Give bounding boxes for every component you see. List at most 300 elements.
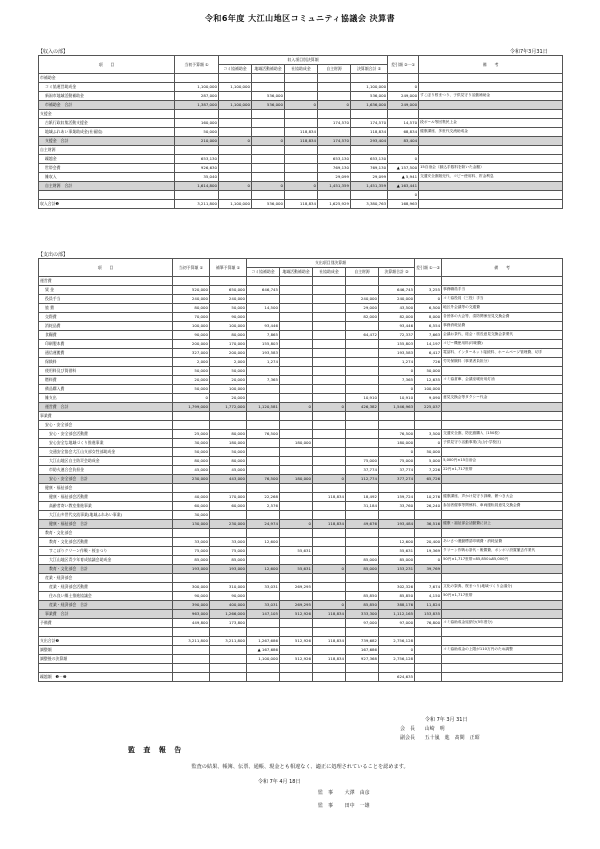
cell-c3 <box>313 628 346 637</box>
cell-item: 支出合計❷ <box>39 637 173 646</box>
cell-c2: 55,631 <box>280 565 313 574</box>
cell-c1 <box>247 628 280 637</box>
cell-result: 193,484 <box>379 520 415 529</box>
cell-c4 <box>346 448 379 457</box>
table-row <box>39 191 563 200</box>
cell-c3 <box>313 286 346 295</box>
cell-c3 <box>285 173 318 182</box>
cell-item: 教育・文化部会 合計 <box>39 565 173 574</box>
cell-c4: 1,451,359 <box>318 182 351 191</box>
cell-c4 <box>346 439 379 448</box>
cell-c3 <box>313 538 346 547</box>
cell-budget: 926,630 <box>175 164 219 173</box>
cell-rev <box>210 277 247 286</box>
cell-c2 <box>280 385 313 394</box>
cell-c4 <box>346 421 379 430</box>
cell-budget: 130,000 <box>173 520 210 529</box>
cell-result <box>351 191 388 200</box>
expense-header-note: 備 考 <box>442 259 563 277</box>
cell-result: 293,404 <box>351 137 388 146</box>
cell-note <box>442 277 563 286</box>
cell-result: 377,274 <box>379 475 415 484</box>
cell-item: 繰越額 ❶－❷ <box>39 673 173 682</box>
cell-note <box>442 655 563 664</box>
cell-c3 <box>313 358 346 367</box>
cell-note: すこぼり桜まつり、子供見守り活動補助金 <box>419 92 563 101</box>
cell-budget: 45,000 <box>173 466 210 475</box>
cell-c2 <box>280 484 313 493</box>
cell-c1: 1,100,000 <box>219 200 252 209</box>
cell-diff: 14,197 <box>415 340 442 349</box>
cell-budget: 653,130 <box>175 155 219 164</box>
cell-c3: 118,834 <box>285 137 318 146</box>
cell-c4: 426,382 <box>346 403 379 412</box>
audit-date: 令和 7年 4月 18日 <box>258 779 301 785</box>
cell-item: 大江山多世代交流事業(地域ふれあい事業) <box>39 511 173 520</box>
cell-c4 <box>346 511 379 520</box>
cell-diff <box>415 646 442 655</box>
cell-rev: 33,000 <box>210 538 247 547</box>
cell-item: 健康・福祉部会 <box>39 484 173 493</box>
cell-budget <box>173 628 210 637</box>
cell-c2 <box>280 277 313 286</box>
cell-c4 <box>318 146 351 155</box>
cell-c3 <box>313 574 346 583</box>
cell-c2 <box>280 664 313 673</box>
cell-item: 新潟市地域活動補助金 <box>39 92 175 101</box>
cell-result: 72,337 <box>379 331 415 340</box>
cell-item: 交通安全協会大江山支部女性部助成金 <box>39 448 173 457</box>
cell-diff: 4,150 <box>415 592 442 601</box>
cell-c1: 155,803 <box>247 340 280 349</box>
cell-result: 33,760 <box>379 502 415 511</box>
cell-c4: 739,682 <box>346 637 379 646</box>
income-header-diff: 差引額 ②－① <box>388 56 419 74</box>
cell-diff: 68,834 <box>388 128 419 137</box>
table-row <box>39 164 563 173</box>
cell-rev: 1,266,000 <box>210 610 247 619</box>
cell-diff: 0 <box>415 295 442 304</box>
cell-c2: 536,000 <box>252 92 285 101</box>
cell-diff: 0 <box>415 556 442 565</box>
cell-result: 0 <box>379 385 415 394</box>
cell-c4 <box>318 83 351 92</box>
cell-c2: 0 <box>252 182 285 191</box>
cell-item: 支援金 合計 <box>39 137 175 146</box>
total-row <box>39 520 563 529</box>
cell-result: 93,446 <box>379 322 415 331</box>
cell-diff <box>415 673 442 682</box>
cell-diff: 26,240 <box>415 502 442 511</box>
auditor-1-name: 大澤 由彦 <box>344 790 370 796</box>
cell-c3 <box>285 110 318 119</box>
cell-budget <box>175 74 219 83</box>
cell-c2 <box>280 367 313 376</box>
cell-note: コミ協助成金の上限が110万円のため調整 <box>442 646 563 655</box>
auditor-1-role: 監 事 <box>318 790 334 796</box>
cell-diff: 10,276 <box>415 493 442 502</box>
cell-c2 <box>280 673 313 682</box>
cell-c1 <box>247 574 280 583</box>
table-row <box>39 583 563 592</box>
cell-result <box>351 146 388 155</box>
cell-c4 <box>346 529 379 538</box>
cell-c4: 49,676 <box>346 520 379 529</box>
cell-c2 <box>252 164 285 173</box>
cell-note: 意見交換会等タクシー代金 <box>442 394 563 403</box>
cell-budget: 2,000 <box>173 358 210 367</box>
cell-result: 1,100,000 <box>351 83 388 92</box>
cell-c2 <box>252 119 285 128</box>
table-row <box>39 367 563 376</box>
cell-diff: 6,554 <box>415 322 442 331</box>
document-title: 令和6年度 大江山地区コミュニティ協議会 決算書 <box>204 14 396 23</box>
signature-date: 令和 7年 3月 31日 <box>425 717 468 723</box>
cell-c3 <box>285 119 318 128</box>
auditor-line-2 <box>318 802 370 809</box>
cell-item: 市補助金 <box>39 74 175 83</box>
cell-diff <box>388 74 419 83</box>
cell-rev: 400,000 <box>210 601 247 610</box>
audit-title: 監 査 報 告 <box>128 746 185 754</box>
cell-note <box>419 101 563 110</box>
cell-c3 <box>313 421 346 430</box>
cell-diff: 5,000 <box>415 457 442 466</box>
cell-c2 <box>252 128 285 137</box>
cell-c2 <box>280 286 313 295</box>
audit-text: 監査の結果、帳簿、伝票、通帳、現金とも相違なく、適正に処理されていることを認めます。 <box>191 764 409 770</box>
cell-rev <box>210 673 247 682</box>
cell-item: 安心・安全部会活動費 <box>39 430 173 439</box>
vice-president-role: 副会長 <box>400 735 416 741</box>
cell-c1: 12,600 <box>247 565 280 574</box>
table-row <box>39 619 563 628</box>
cell-c3 <box>313 430 346 439</box>
cell-rev: 170,000 <box>210 493 247 502</box>
table-row <box>39 349 563 358</box>
expense-header-rev: 補筆予算額 ① <box>210 259 247 277</box>
cell-c3 <box>313 457 346 466</box>
cell-note <box>442 529 563 538</box>
cell-c2 <box>280 556 313 565</box>
cell-rev <box>210 574 247 583</box>
cell-rev: 3,211,800 <box>210 637 247 646</box>
cell-rev: 90,000 <box>210 313 247 322</box>
cell-budget: 90,000 <box>173 331 210 340</box>
income-section-label: 【収入の部】 <box>38 49 69 55</box>
cell-result: 3,380,763 <box>351 200 388 209</box>
cell-budget: 1,614,800 <box>175 182 219 191</box>
cell-c2 <box>280 358 313 367</box>
expense-table <box>38 258 563 682</box>
cell-c1: 33,031 <box>247 601 280 610</box>
cell-result: 0 <box>379 448 415 457</box>
cell-budget <box>173 673 210 682</box>
total-row <box>39 101 563 110</box>
cell-note <box>419 155 563 164</box>
cell-diff <box>415 628 442 637</box>
cell-note: 交通安全旗販売代、コピー使用料、貯金利息 <box>419 173 563 182</box>
cell-c1 <box>247 439 280 448</box>
cell-item: 運営費 合計 <box>39 403 173 412</box>
cell-result <box>351 110 388 119</box>
cell-c2: 512,926 <box>280 610 313 619</box>
table-row <box>39 322 563 331</box>
cell-c2 <box>252 74 285 83</box>
cell-note: コミ協助成金返納分(5年度分) <box>442 619 563 628</box>
cell-c2: 180,000 <box>280 475 313 484</box>
cell-rev <box>210 421 247 430</box>
cell-c2 <box>280 511 313 520</box>
income-header-c4: 自主財源 <box>318 65 351 74</box>
cell-budget: 287,000 <box>175 92 219 101</box>
cell-item: 安心安全な地域づくり推進事業 <box>39 439 173 448</box>
cell-c2 <box>280 331 313 340</box>
cell-c3 <box>313 394 346 403</box>
cell-budget: 30,000 <box>173 511 210 520</box>
cell-result <box>379 277 415 286</box>
cell-c1 <box>219 74 252 83</box>
cell-item: コミ協運営助成金 <box>39 83 175 92</box>
cell-c3 <box>313 664 346 673</box>
cell-note: 事務職員手当 <box>442 286 563 295</box>
cell-diff: 11,824 <box>415 601 442 610</box>
cell-result: 624,635 <box>379 673 415 682</box>
cell-c2: 512,926 <box>280 655 313 664</box>
cell-item: 運営費 <box>39 277 173 286</box>
cell-item: 自主財源 合計 <box>39 182 175 191</box>
cell-budget: 75,000 <box>173 547 210 556</box>
cell-rev: 240,000 <box>210 295 247 304</box>
cell-c4 <box>346 322 379 331</box>
cell-diff: 50,000 <box>415 367 442 376</box>
table-row <box>39 430 563 439</box>
cell-rev: 443,000 <box>210 475 247 484</box>
cell-c1 <box>219 155 252 164</box>
table-row <box>39 502 563 511</box>
cell-budget <box>173 664 210 673</box>
cell-item: 自主財源 <box>39 146 175 155</box>
cell-c2: 536,000 <box>252 200 285 209</box>
cell-c3 <box>285 164 318 173</box>
cell-c2: 55,631 <box>280 547 313 556</box>
cell-diff: 100,000 <box>415 385 442 394</box>
cell-c4 <box>346 385 379 394</box>
cell-note: 電話料、インターネット接続料、ホームページ管理費、切手 <box>442 349 563 358</box>
cell-budget: 0 <box>173 394 210 403</box>
cell-c1: 646,745 <box>247 286 280 295</box>
cell-c2 <box>280 529 313 538</box>
cell-note <box>442 448 563 457</box>
cell-c3 <box>313 529 346 538</box>
cell-c3 <box>313 646 346 655</box>
cell-budget <box>173 484 210 493</box>
cell-c1 <box>247 295 280 304</box>
table-row <box>39 313 563 322</box>
expense-header-budget: 当初予算額 ① <box>173 259 210 277</box>
cell-item: 世帯会費 <box>39 164 175 173</box>
cell-c3: 118,834 <box>285 128 318 137</box>
cell-note <box>442 385 563 394</box>
cell-diff: 249,000 <box>388 101 419 110</box>
cell-c3: 118,834 <box>313 637 346 646</box>
cell-c2: 269,295 <box>280 583 313 592</box>
table-row <box>39 574 563 583</box>
cell-result: 97,000 <box>379 619 415 628</box>
cell-c2 <box>280 466 313 475</box>
cell-result: 1,546,963 <box>379 403 415 412</box>
cell-note <box>419 200 563 209</box>
cell-c1: 22,268 <box>247 493 280 502</box>
cell-result: 193,583 <box>379 349 415 358</box>
cell-note: クリーン作戦お茶代・報償費、ボンボリ設置撤去作業代 <box>442 547 563 556</box>
table-row <box>39 511 563 520</box>
cell-c4 <box>346 349 379 358</box>
cell-rev: 80,000 <box>210 457 247 466</box>
cell-result: 7,365 <box>379 376 415 385</box>
table-row <box>39 637 563 646</box>
cell-c3 <box>313 385 346 394</box>
cell-diff: 726 <box>415 358 442 367</box>
cell-c2 <box>252 110 285 119</box>
cell-diff: 6,500 <box>415 304 442 313</box>
cell-c1 <box>247 421 280 430</box>
cell-c1: 147,105 <box>247 610 280 619</box>
cell-c2: 0 <box>252 137 285 146</box>
cell-item: 食糧費 <box>39 331 173 340</box>
table-row <box>39 277 563 286</box>
cell-c4 <box>346 538 379 547</box>
auditor-line-1 <box>318 789 370 796</box>
cell-result: 55,631 <box>379 547 415 556</box>
cell-c1 <box>247 394 280 403</box>
cell-c3: 118,834 <box>313 610 346 619</box>
cell-result: 82,000 <box>379 313 415 322</box>
table-row <box>39 529 563 538</box>
cell-diff: 249,000 <box>388 92 419 101</box>
cell-rev <box>210 529 247 538</box>
cell-budget <box>173 574 210 583</box>
cell-c2 <box>252 155 285 164</box>
table-row <box>39 538 563 547</box>
table-row <box>39 385 563 394</box>
cell-note <box>442 565 563 574</box>
cell-c4: 769,130 <box>318 164 351 173</box>
cell-note <box>419 191 563 200</box>
cell-item: 交際費 <box>39 313 173 322</box>
cell-c3 <box>313 412 346 421</box>
cell-diff: 6,417 <box>415 349 442 358</box>
cell-diff: 168,963 <box>388 200 419 209</box>
cell-rev: 20,000 <box>210 376 247 385</box>
cell-c4 <box>346 367 379 376</box>
cell-diff: ▲ 163,441 <box>388 182 419 191</box>
cell-item: 事業費 合計 <box>39 610 173 619</box>
table-row <box>39 83 563 92</box>
table-row <box>39 146 563 155</box>
cell-rev: 50,000 <box>210 448 247 457</box>
table-row <box>39 394 563 403</box>
total-row <box>39 475 563 484</box>
cell-result: 2,756,128 <box>379 655 415 664</box>
total-row <box>39 601 563 610</box>
cell-result <box>351 74 388 83</box>
cell-c4 <box>346 430 379 439</box>
cell-c2 <box>280 340 313 349</box>
cell-c3 <box>313 277 346 286</box>
cell-result: 12,600 <box>379 538 415 547</box>
cell-c1: 1,274 <box>247 358 280 367</box>
total-row <box>39 137 563 146</box>
cell-c3 <box>313 484 346 493</box>
cell-result: 769,130 <box>351 164 388 173</box>
cell-rev: 20,000 <box>210 394 247 403</box>
cell-c4 <box>318 128 351 137</box>
auditor-2-name: 田中 一雄 <box>344 803 370 809</box>
cell-c4 <box>346 412 379 421</box>
cell-rev: 180,000 <box>210 439 247 448</box>
cell-c3 <box>313 466 346 475</box>
cell-note: 参加者催事等関係料、車両運転員意見交換会費 <box>442 502 563 511</box>
table-row <box>39 358 563 367</box>
cell-c4: 85,850 <box>346 592 379 601</box>
cell-c1 <box>247 448 280 457</box>
cell-rev: 50,000 <box>210 367 247 376</box>
cell-c1 <box>247 511 280 520</box>
cell-rev: 2,000 <box>210 358 247 367</box>
expense-header-result: 決算額合計 ② <box>379 268 415 277</box>
cell-c4 <box>346 340 379 349</box>
cell-budget: 70,000 <box>173 313 210 322</box>
cell-diff: 0 <box>415 439 442 448</box>
cell-rev: 80,000 <box>210 430 247 439</box>
cell-note: 交通安全旗、防犯旗購入（150枚） <box>442 430 563 439</box>
cell-c3: 0 <box>285 101 318 110</box>
cell-rev: 50,000 <box>210 304 247 313</box>
income-header-detail: 収入項目別決算額 <box>219 56 388 65</box>
income-header-c2: 地域活動補助金 <box>252 65 285 74</box>
expense-header-c3: 社協助成金 <box>313 268 346 277</box>
cell-result <box>379 628 415 637</box>
income-header-budget: 当初予算額 ① <box>175 56 219 74</box>
cell-c1 <box>247 529 280 538</box>
cell-rev: 193,000 <box>210 565 247 574</box>
cell-budget: 33,000 <box>173 538 210 547</box>
cell-budget <box>173 277 210 286</box>
cell-c3: 0 <box>285 182 318 191</box>
total-row <box>39 182 563 191</box>
cell-budget: 200,000 <box>173 340 210 349</box>
cell-result: 174,570 <box>351 119 388 128</box>
cell-item: 高齢者寄い教室推進事業 <box>39 502 173 511</box>
cell-result <box>379 574 415 583</box>
cell-rev: 80,000 <box>210 331 247 340</box>
cell-diff: 65,726 <box>415 475 442 484</box>
cell-budget: 1,100,000 <box>175 83 219 92</box>
cell-budget: 1,799,000 <box>173 403 210 412</box>
cell-item: 安心・安全部会 合計 <box>39 475 173 484</box>
cell-result: 153,231 <box>379 565 415 574</box>
cell-item: 住み良い郷土推進協議会 <box>39 592 173 601</box>
cell-c2 <box>280 493 313 502</box>
table-row <box>39 376 563 385</box>
cell-result: 646,745 <box>379 286 415 295</box>
income-header-result: 決算額合計 ② <box>351 65 388 74</box>
table-row <box>39 556 563 565</box>
cell-c4: 97,000 <box>346 619 379 628</box>
cell-c3 <box>313 502 346 511</box>
cell-item: 産業・経済部会活動費 <box>39 583 173 592</box>
